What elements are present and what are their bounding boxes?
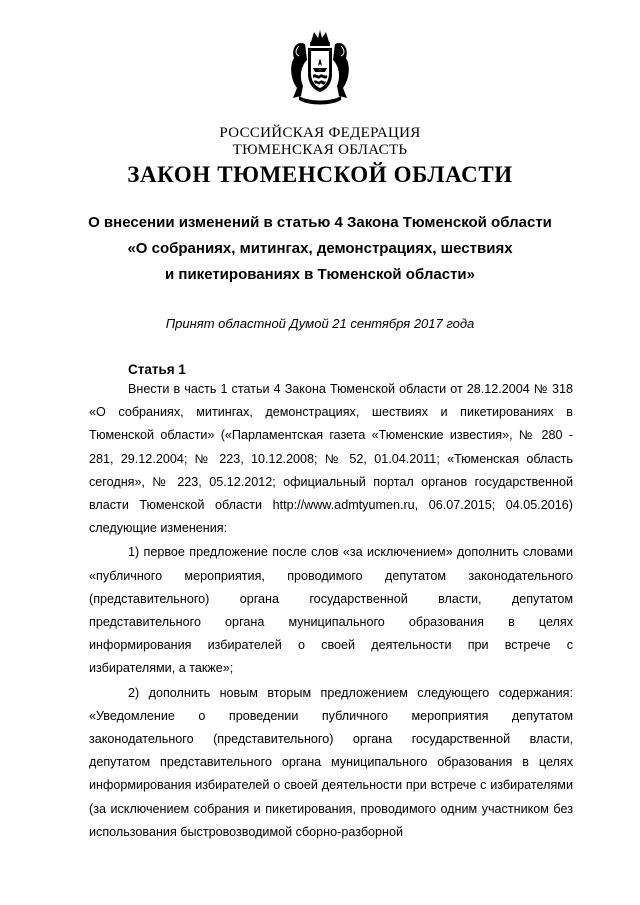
law-subject-line: «О собраниях, митингах, демонстрациях, шествиях — [127, 240, 513, 257]
article-paragraph: Внести в часть 1 статьи 4 Закона Тюменской области от 28.12.2004 № 318 «О собраниях, митингах, демонстрациях, шествиях и пикетированиях в Тюменской области» («Парламентская газета «Тюменские известия», № 280 - 281, 29.12.2004; № 223, 10.12.2008; № 52, 01.04.2011; «Тюменская область сегодня», № 223, 05.12.2012; официальный портал органов государственной власти Тюменской области http://www.admtyumen.ru, 06.07.2015; 04.05.2016) следующие изменения: — [89, 382, 573, 536]
org-line-russian-federation: РОССИЙСКАЯ ФЕДЕРАЦИЯ — [219, 125, 421, 141]
article-paragraph: 1) первое предложение после слов «за исключением» дополнить словами «публичного мероприятия, проводимого депутатом законодательного (представительного) органа государственной власти, депутатом представительного органа муниципального образования в целях информирования избирателей о своей деятельности при встрече с избирателями, а также»; — [89, 545, 573, 676]
org-line-tyumen-oblast: ТЮМЕНСКАЯ ОБЛАСТЬ — [232, 142, 408, 158]
law-subject — [80, 210, 560, 288]
law-subject-line: О внесении изменений в статью 4 Закона Тюменской области — [88, 214, 552, 231]
article-paragraph: 2) дополнить новым вторым предложением следующего содержания: «Уведомление о проведении публичного мероприятия депутатом законодательного (представительного) органа государственной власти, депутатом представительного органа муниципального образования в целях информирования избирателей о своей деятельности при встрече с избирателями (за исключением собрания и пикетирования, проводимого одним участником без использования быстровозводимой сборно-разборной — [89, 685, 573, 839]
law-title: ЗАКОН ТЮМЕНСКОЙ ОБЛАСТИ — [127, 162, 513, 187]
article-body — [89, 378, 573, 844]
adoption-date: Принят областной Думой 21 сентября 2017 года — [165, 316, 475, 331]
article-heading: Статья 1 — [128, 362, 186, 377]
tyumen-oblast-coat-of-arms-icon — [285, 28, 355, 108]
law-subject-line: и пикетированиях в Тюменской области» — [165, 266, 475, 283]
